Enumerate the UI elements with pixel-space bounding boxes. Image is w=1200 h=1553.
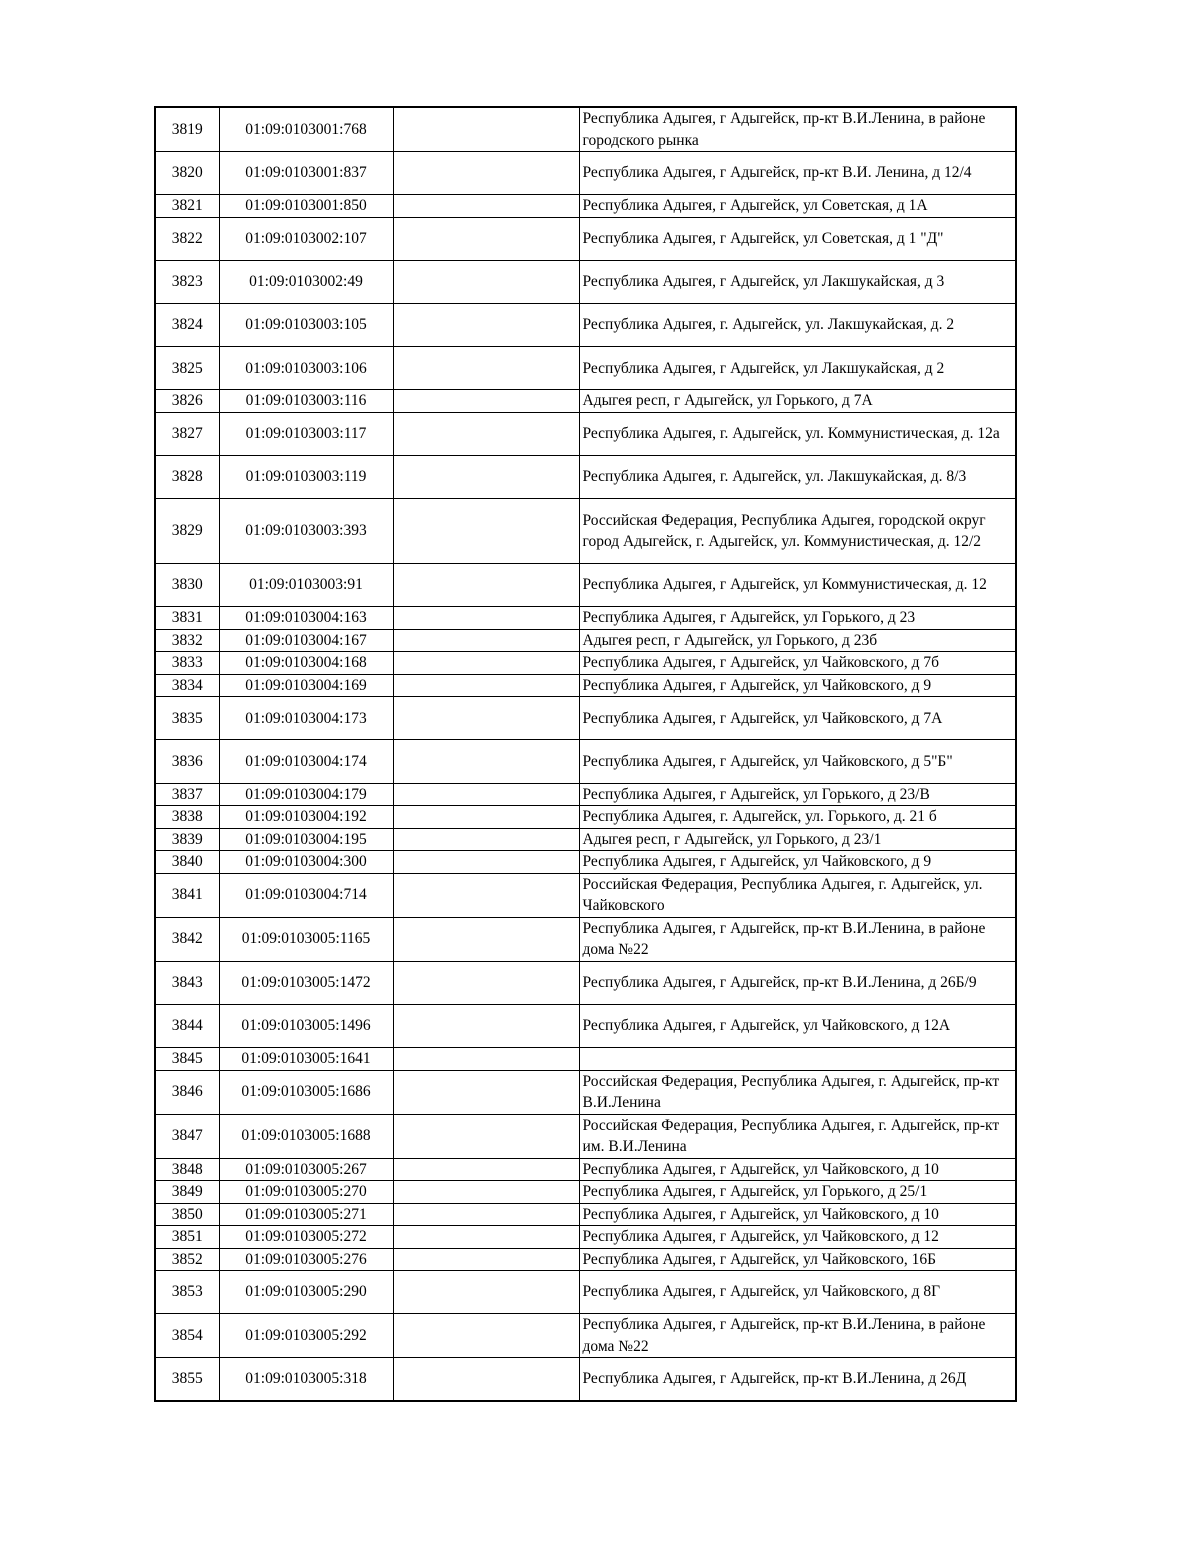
- empty-cell: [393, 629, 579, 652]
- address-cell: Республика Адыгея, г Адыгейск, пр-кт В.И.Ленина, д 26Д: [579, 1358, 1016, 1401]
- row-number-cell: 3855: [155, 1358, 219, 1401]
- empty-cell: [393, 783, 579, 806]
- row-number-cell: 3841: [155, 873, 219, 917]
- row-number-cell: 3832: [155, 629, 219, 652]
- address-cell: Республика Адыгея, г Адыгейск, ул Горького, д 23: [579, 607, 1016, 630]
- empty-cell: [393, 828, 579, 851]
- address-cell: Республика Адыгея, г Адыгейск, ул Чайковского, д 8Г: [579, 1271, 1016, 1314]
- cadastral-number-cell: 01:09:0103003:116: [219, 390, 393, 413]
- table-row: [155, 1248, 1016, 1271]
- cadastral-number-cell: 01:09:0103004:179: [219, 783, 393, 806]
- table-row: [155, 697, 1016, 740]
- row-number-cell: 3821: [155, 195, 219, 218]
- table-row: [155, 652, 1016, 675]
- address-cell: Республика Адыгея, г Адыгейск, ул Лакшукайская, д 3: [579, 260, 1016, 303]
- address-cell: Российская Федерация, Республика Адыгея, г. Адыгейск, пр-кт им. В.И.Ленина: [579, 1114, 1016, 1158]
- row-number-cell: 3827: [155, 412, 219, 455]
- empty-cell: [393, 1203, 579, 1226]
- empty-cell: [393, 304, 579, 347]
- row-number-cell: 3840: [155, 851, 219, 874]
- table-row: [155, 1203, 1016, 1226]
- row-number-cell: 3837: [155, 783, 219, 806]
- empty-cell: [393, 851, 579, 874]
- address-cell: Республика Адыгея, г Адыгейск, пр-кт В.И.Ленина, в районе городского рынка: [579, 107, 1016, 152]
- empty-cell: [393, 260, 579, 303]
- cadastral-number-cell: 01:09:0103004:163: [219, 607, 393, 630]
- cadastral-number-cell: 01:09:0103004:195: [219, 828, 393, 851]
- cadastral-number-cell: 01:09:0103003:393: [219, 499, 393, 564]
- address-cell: Адыгея респ, г Адыгейск, ул Горького, д 23б: [579, 629, 1016, 652]
- table-row: [155, 783, 1016, 806]
- row-number-cell: 3852: [155, 1248, 219, 1271]
- empty-cell: [393, 1358, 579, 1401]
- address-cell: Республика Адыгея, г Адыгейск, пр-кт В.И. Ленина, д 12/4: [579, 152, 1016, 195]
- empty-cell: [393, 1181, 579, 1204]
- table-row: [155, 1114, 1016, 1158]
- address-cell: Республика Адыгея, г Адыгейск, ул Чайковского, 16Б: [579, 1248, 1016, 1271]
- empty-cell: [393, 1248, 579, 1271]
- empty-cell: [393, 390, 579, 413]
- empty-cell: [393, 674, 579, 697]
- cadastral-number-cell: 01:09:0103003:91: [219, 564, 393, 607]
- cadastral-number-cell: 01:09:0103005:1496: [219, 1004, 393, 1047]
- empty-cell: [393, 412, 579, 455]
- empty-cell: [393, 499, 579, 564]
- address-cell: Российская Федерация, Республика Адыгея, городской округ город Адыгейск, г. Адыгейск, ул. Коммунистическая, д. 12/2: [579, 499, 1016, 564]
- empty-cell: [393, 806, 579, 829]
- row-number-cell: 3845: [155, 1048, 219, 1071]
- row-number-cell: 3822: [155, 217, 219, 260]
- row-number-cell: 3830: [155, 564, 219, 607]
- row-number-cell: 3834: [155, 674, 219, 697]
- cadastral-number-cell: 01:09:0103005:290: [219, 1271, 393, 1314]
- cadastral-number-cell: 01:09:0103005:1641: [219, 1048, 393, 1071]
- empty-cell: [393, 607, 579, 630]
- row-number-cell: 3848: [155, 1158, 219, 1181]
- address-cell: Республика Адыгея, г Адыгейск, ул Чайковского, д 12: [579, 1226, 1016, 1249]
- table-row: [155, 1181, 1016, 1204]
- cadastral-number-cell: 01:09:0103005:318: [219, 1358, 393, 1401]
- cadastral-number-cell: 01:09:0103004:300: [219, 851, 393, 874]
- cadastral-number-cell: 01:09:0103005:1688: [219, 1114, 393, 1158]
- row-number-cell: 3833: [155, 652, 219, 675]
- row-number-cell: 3838: [155, 806, 219, 829]
- address-cell: Адыгея респ, г Адыгейск, ул Горького, д 7А: [579, 390, 1016, 413]
- table-row: [155, 304, 1016, 347]
- empty-cell: [393, 740, 579, 783]
- table-row: [155, 195, 1016, 218]
- row-number-cell: 3844: [155, 1004, 219, 1047]
- cadastral-number-cell: 01:09:0103005:1686: [219, 1070, 393, 1114]
- row-number-cell: 3819: [155, 107, 219, 152]
- table-row: [155, 674, 1016, 697]
- address-cell: Республика Адыгея, г Адыгейск, пр-кт В.И.Ленина, в районе дома №22: [579, 1314, 1016, 1358]
- cadastral-number-cell: 01:09:0103004:167: [219, 629, 393, 652]
- address-cell: Республика Адыгея, г. Адыгейск, ул. Горького, д. 21 б: [579, 806, 1016, 829]
- row-number-cell: 3829: [155, 499, 219, 564]
- row-number-cell: 3835: [155, 697, 219, 740]
- address-cell: Республика Адыгея, г Адыгейск, ул Горького, д 23/В: [579, 783, 1016, 806]
- table-row: [155, 1070, 1016, 1114]
- cadastral-number-cell: 01:09:0103003:117: [219, 412, 393, 455]
- table-row: [155, 217, 1016, 260]
- empty-cell: [393, 1070, 579, 1114]
- address-cell: Республика Адыгея, г Адыгейск, ул Чайковского, д 7А: [579, 697, 1016, 740]
- registry-table: [154, 106, 1017, 1402]
- row-number-cell: 3842: [155, 917, 219, 961]
- table-row: [155, 152, 1016, 195]
- empty-cell: [393, 1314, 579, 1358]
- cadastral-number-cell: 01:09:0103002:49: [219, 260, 393, 303]
- row-number-cell: 3854: [155, 1314, 219, 1358]
- address-cell: Республика Адыгея, г. Адыгейск, ул. Коммунистическая, д. 12а: [579, 412, 1016, 455]
- cadastral-number-cell: 01:09:0103003:106: [219, 347, 393, 390]
- address-cell: Адыгея респ, г Адыгейск, ул Горького, д 23/1: [579, 828, 1016, 851]
- cadastral-number-cell: 01:09:0103005:276: [219, 1248, 393, 1271]
- address-cell: Республика Адыгея, г. Адыгейск, ул. Лакшукайская, д. 8/3: [579, 456, 1016, 499]
- table-row: [155, 1314, 1016, 1358]
- address-cell: Республика Адыгея, г Адыгейск, пр-кт В.И.Ленина, в районе дома №22: [579, 917, 1016, 961]
- table-row: [155, 740, 1016, 783]
- address-cell: Республика Адыгея, г Адыгейск, ул Чайковского, д 7б: [579, 652, 1016, 675]
- table-row: [155, 806, 1016, 829]
- row-number-cell: 3849: [155, 1181, 219, 1204]
- row-number-cell: 3826: [155, 390, 219, 413]
- cadastral-number-cell: 01:09:0103005:1472: [219, 961, 393, 1004]
- table-row: [155, 412, 1016, 455]
- cadastral-number-cell: 01:09:0103004:174: [219, 740, 393, 783]
- address-cell: Республика Адыгея, г Адыгейск, ул Горького, д 25/1: [579, 1181, 1016, 1204]
- table-row: [155, 107, 1016, 152]
- cadastral-number-cell: 01:09:0103004:168: [219, 652, 393, 675]
- row-number-cell: 3846: [155, 1070, 219, 1114]
- address-cell: Республика Адыгея, г Адыгейск, ул Чайковского, д 9: [579, 851, 1016, 874]
- empty-cell: [393, 1048, 579, 1071]
- table-row: [155, 961, 1016, 1004]
- row-number-cell: 3847: [155, 1114, 219, 1158]
- address-cell: Республика Адыгея, г Адыгейск, ул Чайковского, д 10: [579, 1158, 1016, 1181]
- address-cell: Республика Адыгея, г Адыгейск, ул Советская, д 1А: [579, 195, 1016, 218]
- row-number-cell: 3831: [155, 607, 219, 630]
- empty-cell: [393, 217, 579, 260]
- table-row: [155, 1004, 1016, 1047]
- table-row: [155, 1048, 1016, 1071]
- row-number-cell: 3825: [155, 347, 219, 390]
- cadastral-number-cell: 01:09:0103005:292: [219, 1314, 393, 1358]
- row-number-cell: 3836: [155, 740, 219, 783]
- registry-body: [155, 107, 1016, 1401]
- cadastral-number-cell: 01:09:0103005:1165: [219, 917, 393, 961]
- row-number-cell: 3853: [155, 1271, 219, 1314]
- cadastral-number-cell: 01:09:0103003:105: [219, 304, 393, 347]
- address-cell: Республика Адыгея, г Адыгейск, ул Коммунистическая, д. 12: [579, 564, 1016, 607]
- cadastral-number-cell: 01:09:0103005:267: [219, 1158, 393, 1181]
- empty-cell: [393, 1158, 579, 1181]
- cadastral-number-cell: 01:09:0103004:714: [219, 873, 393, 917]
- row-number-cell: 3851: [155, 1226, 219, 1249]
- table-row: [155, 1271, 1016, 1314]
- cadastral-number-cell: 01:09:0103003:119: [219, 456, 393, 499]
- address-cell: Республика Адыгея, г Адыгейск, ул Лакшукайская, д 2: [579, 347, 1016, 390]
- table-row: [155, 347, 1016, 390]
- cadastral-number-cell: 01:09:0103005:271: [219, 1203, 393, 1226]
- empty-cell: [393, 652, 579, 675]
- cadastral-number-cell: 01:09:0103005:272: [219, 1226, 393, 1249]
- table-row: [155, 260, 1016, 303]
- empty-cell: [393, 152, 579, 195]
- table-row: [155, 390, 1016, 413]
- cadastral-number-cell: 01:09:0103001:768: [219, 107, 393, 152]
- empty-cell: [393, 347, 579, 390]
- table-row: [155, 456, 1016, 499]
- empty-cell: [393, 873, 579, 917]
- empty-cell: [393, 917, 579, 961]
- table-row: [155, 607, 1016, 630]
- row-number-cell: 3820: [155, 152, 219, 195]
- cadastral-number-cell: 01:09:0103002:107: [219, 217, 393, 260]
- table-row: [155, 629, 1016, 652]
- row-number-cell: 3850: [155, 1203, 219, 1226]
- table-row: [155, 1158, 1016, 1181]
- table-row: [155, 851, 1016, 874]
- table-row: [155, 917, 1016, 961]
- row-number-cell: 3843: [155, 961, 219, 1004]
- table-row: [155, 499, 1016, 564]
- address-cell: Республика Адыгея, г Адыгейск, ул Чайковского, д 12А: [579, 1004, 1016, 1047]
- cadastral-number-cell: 01:09:0103005:270: [219, 1181, 393, 1204]
- table-row: [155, 873, 1016, 917]
- table-row: [155, 564, 1016, 607]
- empty-cell: [393, 1271, 579, 1314]
- address-cell: Республика Адыгея, г Адыгейск, ул Чайковского, д 5"Б": [579, 740, 1016, 783]
- table-row: [155, 828, 1016, 851]
- cadastral-number-cell: 01:09:0103001:837: [219, 152, 393, 195]
- address-cell: Российская Федерация, Республика Адыгея, г. Адыгейск, ул. Чайковского: [579, 873, 1016, 917]
- empty-cell: [393, 107, 579, 152]
- address-cell: Республика Адыгея, г Адыгейск, пр-кт В.И.Ленина, д 26Б/9: [579, 961, 1016, 1004]
- row-number-cell: 3839: [155, 828, 219, 851]
- address-cell: Республика Адыгея, г Адыгейск, ул Советская, д 1 "Д": [579, 217, 1016, 260]
- row-number-cell: 3824: [155, 304, 219, 347]
- address-cell: Республика Адыгея, г Адыгейск, ул Чайковского, д 9: [579, 674, 1016, 697]
- cadastral-number-cell: 01:09:0103004:192: [219, 806, 393, 829]
- address-cell: Республика Адыгея, г Адыгейск, ул Чайковского, д 10: [579, 1203, 1016, 1226]
- row-number-cell: 3823: [155, 260, 219, 303]
- cadastral-number-cell: 01:09:0103004:169: [219, 674, 393, 697]
- table-row: [155, 1226, 1016, 1249]
- cadastral-number-cell: 01:09:0103004:173: [219, 697, 393, 740]
- row-number-cell: 3828: [155, 456, 219, 499]
- empty-cell: [393, 195, 579, 218]
- table-row: [155, 1358, 1016, 1401]
- empty-cell: [393, 961, 579, 1004]
- cadastral-number-cell: 01:09:0103001:850: [219, 195, 393, 218]
- empty-cell: [393, 697, 579, 740]
- address-cell: Российская Федерация, Республика Адыгея, г. Адыгейск, пр-кт В.И.Ленина: [579, 1070, 1016, 1114]
- empty-cell: [393, 564, 579, 607]
- empty-cell: [393, 1226, 579, 1249]
- empty-cell: [393, 1004, 579, 1047]
- address-cell: [579, 1048, 1016, 1071]
- address-cell: Республика Адыгея, г. Адыгейск, ул. Лакшукайская, д. 2: [579, 304, 1016, 347]
- empty-cell: [393, 1114, 579, 1158]
- empty-cell: [393, 456, 579, 499]
